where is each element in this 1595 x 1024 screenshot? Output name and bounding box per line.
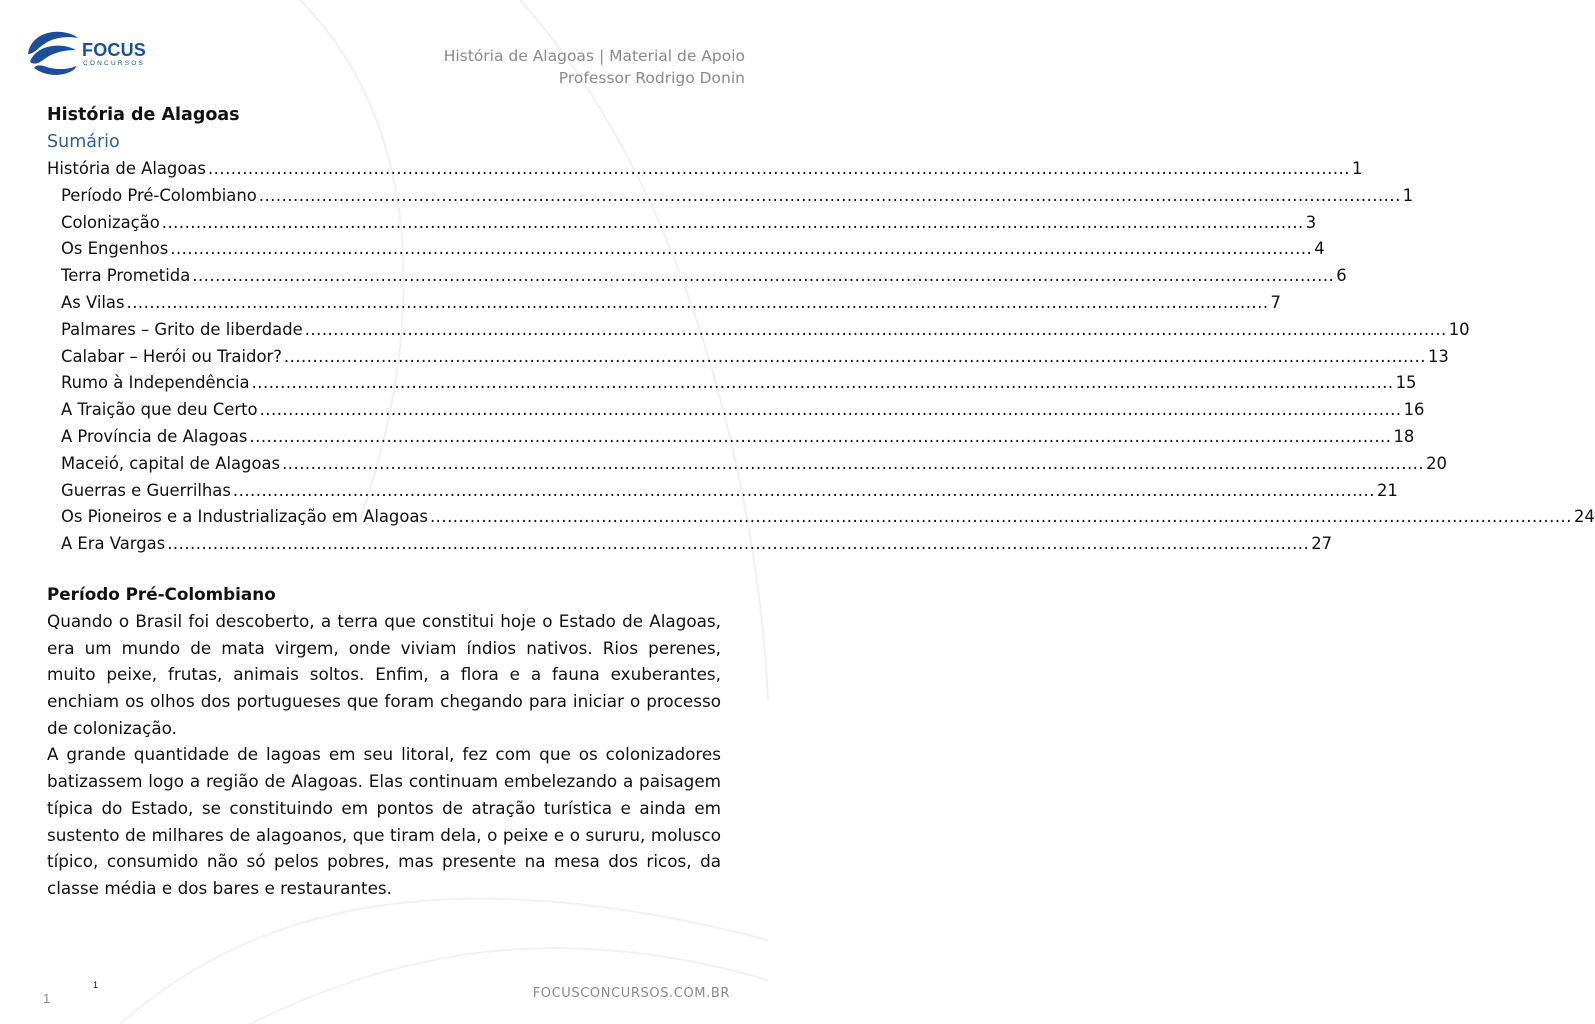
toc-entry-title: As Vilas — [61, 292, 125, 312]
toc-entry-title: Os Pioneiros e a Industrialização em Alagoas — [61, 507, 428, 527]
toc-leader-dots: ........................................................................................................................................................................................................ — [429, 507, 1572, 527]
toc-entry[interactable] — [47, 183, 1414, 210]
toc-leader-dots: ........................................................................................................................................................................................................ — [304, 319, 1447, 339]
toc-leader-dots: ........................................................................................................................................................................................................ — [232, 480, 1375, 500]
toc-entry-page: 3 — [1305, 212, 1317, 232]
toc-entry-title: História de Alagoas — [47, 159, 206, 178]
paragraph-2: A grande quantidade de lagoas em seu litoral, fez com que os colonizadores batizassem logo a região de Alagoas. Elas continuam embelezando a paisagem típica do Estado, se constituindo em pontos de atração turística e ainda em sustento de milhares de alagoanos, que tiram dela, o peixe e o sururu, molusco típico, consumido não só pelos pobres, mas presente na mesa dos ricos, da classe média e dos bares e restaurantes. — [47, 744, 721, 898]
toc-leader-dots: ........................................................................................................................................................................................................ — [192, 266, 1335, 286]
section-title: Período Pré-Colombiano — [47, 583, 276, 604]
toc-entry-page: 21 — [1376, 480, 1398, 500]
toc-heading: Sumário — [47, 132, 120, 152]
toc-leader-dots: ........................................................................................................................................................................................................ — [126, 292, 1269, 312]
toc-leader-dots: ........................................................................................................................................................................................................ — [170, 239, 1313, 259]
toc-entry-title: Palmares – Grito de liberdade — [61, 319, 303, 339]
toc-entry[interactable] — [47, 210, 1317, 237]
toc-entry-title: Colonização — [61, 212, 160, 232]
toc-leader-dots: ........................................................................................................................................................................................................ — [161, 212, 1304, 232]
toc-entry[interactable] — [47, 370, 1417, 397]
toc-entry[interactable] — [47, 236, 1325, 263]
toc-entry-title: Rumo à Independência — [61, 373, 250, 393]
toc-entry-page: 18 — [1393, 426, 1415, 446]
toc-entry[interactable] — [47, 451, 1447, 478]
toc-entry[interactable] — [47, 424, 1415, 451]
toc-leader-dots: ........................................................................................................................................................................................................ — [167, 534, 1310, 554]
toc-entry-title: Guerras e Guerrilhas — [61, 480, 231, 500]
toc-entry-title: A Província de Alagoas — [61, 426, 248, 446]
toc-entry-page: 15 — [1395, 373, 1417, 393]
toc-entry-title: Terra Prometida — [61, 266, 191, 286]
focus-logo-icon — [24, 28, 80, 82]
toc-entry-page: 20 — [1426, 453, 1447, 473]
toc-entry[interactable] — [47, 156, 1363, 183]
toc-entry-title: Calabar – Herói ou Traidor? — [61, 346, 282, 366]
table-of-contents — [47, 156, 1595, 558]
toc-entry[interactable] — [47, 531, 1333, 558]
toc-entry-title: Os Engenhos — [61, 239, 169, 259]
logo-wordmark: FOCUS — [82, 40, 146, 60]
toc-entry-page: 1 — [1351, 159, 1363, 178]
toc-entry[interactable] — [47, 504, 1595, 531]
page-header — [444, 45, 745, 89]
toc-entry-page: 16 — [1403, 400, 1425, 420]
document-title: História de Alagoas — [47, 105, 240, 125]
toc-leader-dots: ........................................................................................................................................................................................................ — [282, 453, 1425, 473]
toc-leader-dots: ........................................................................................................................................................................................................ — [283, 346, 1426, 366]
toc-entry-page: 27 — [1311, 534, 1333, 554]
toc-entry-page: 6 — [1336, 266, 1347, 286]
footer-website-link[interactable]: FOCUSCONCURSOS.COM.BR — [532, 986, 730, 1001]
document-body — [47, 102, 1595, 902]
page-number: 1 — [43, 991, 51, 1006]
toc-entry[interactable] — [47, 263, 1347, 290]
header-line-professor: Professor Rodrigo Donin — [558, 69, 745, 87]
logo-subtitle: CONCURSOS — [83, 60, 146, 67]
toc-entry-page: 1 — [1402, 185, 1414, 205]
toc-leader-dots: ........................................................................................................................................................................................................ — [258, 185, 1401, 205]
footnote-mark: 1 — [93, 980, 99, 990]
toc-entry-page: 7 — [1270, 292, 1281, 312]
toc-entry-page: 24 — [1573, 507, 1595, 527]
toc-leader-dots: ........................................................................................................................................................................................................ — [259, 400, 1402, 420]
toc-entry-page: 10 — [1448, 319, 1470, 339]
toc-entry-page: 13 — [1427, 346, 1449, 366]
toc-entry[interactable] — [47, 397, 1425, 424]
toc-entry-title: A Era Vargas — [61, 534, 166, 554]
toc-leader-dots: ........................................................................................................................................................................................................ — [207, 159, 1350, 178]
toc-leader-dots: ........................................................................................................................................................................................................ — [251, 373, 1394, 393]
toc-entry[interactable] — [47, 290, 1281, 317]
toc-entry[interactable] — [47, 344, 1449, 371]
toc-entry[interactable] — [47, 317, 1470, 344]
toc-entry-title: Maceió, capital de Alagoas — [61, 453, 281, 473]
toc-entry-page: 4 — [1314, 239, 1325, 259]
paragraph-1: Quando o Brasil foi descoberto, a terra que constitui hoje o Estado de Alagoas, era um mundo de mata virgem, onde viviam índios nativos. Rios perenes, muito peixe, frutas, animais soltos. Enfim, a flora e a fauna exuberantes, enchiam os olhos dos portugueses que foram chegando para iniciar o processo de colonização. — [47, 610, 721, 738]
toc-entry[interactable] — [47, 478, 1398, 505]
toc-leader-dots: ........................................................................................................................................................................................................ — [249, 426, 1392, 446]
toc-entry-title: Período Pré-Colombiano — [61, 185, 257, 205]
toc-entry-title: A Traição que deu Certo — [61, 400, 258, 420]
focus-concursos-logo — [24, 28, 154, 82]
header-line-course: História de Alagoas | Material de Apoio — [443, 47, 745, 65]
